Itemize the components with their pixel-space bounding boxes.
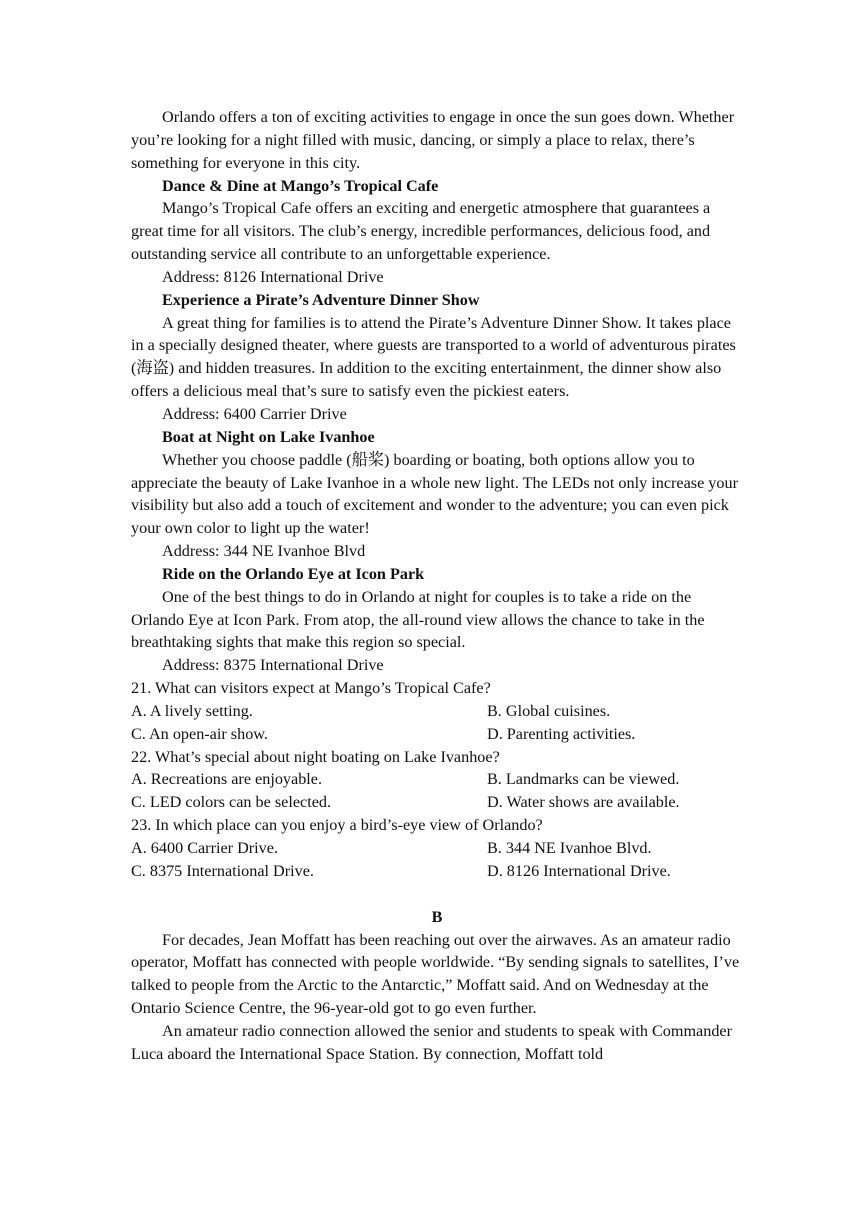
option-a: A. Recreations are enjoyable. (131, 770, 323, 789)
option-b: B. Global cuisines. (487, 701, 611, 720)
option-b: B. 344 NE Ivanhoe Blvd. (487, 839, 652, 857)
option-row (131, 723, 743, 746)
option-c: C. An open-air show. (131, 724, 268, 743)
document-content (131, 106, 743, 1066)
section-address: Address: 344 NE Ivanhoe Blvd (162, 542, 366, 561)
section-mangos (131, 175, 743, 289)
section-address: Address: 8126 International Drive (162, 267, 384, 286)
section-address: Address: 6400 Carrier Drive (162, 404, 347, 423)
option-row (131, 768, 743, 791)
section-address: Address: 8375 International Drive (162, 656, 384, 675)
section-heading: Dance & Dine at Mango’s Tropical Cafe (162, 176, 439, 195)
option-c: C. 8375 International Drive. (131, 861, 314, 880)
option-c: C. LED colors can be selected. (131, 793, 332, 812)
question-22 (131, 746, 743, 815)
question-21 (131, 677, 743, 746)
passage-b-paragraph: An amateur radio connection allowed the senior and students to speak with Commander Luca aboard the International Space Station. By connection, Moffatt told (131, 1021, 733, 1063)
question-23 (131, 814, 743, 883)
option-row (131, 860, 743, 883)
section-body: Whether you choose paddle (船桨) boarding or boating, both options allow you to appreciate the beauty of Lake Ivanhoe in a whole new light. The LEDs not only increase your visibility but also add a touch of excitement and wonder to the adventure; you can even pick your own color to light up the water! (131, 450, 738, 538)
option-d: D. Parenting activities. (487, 724, 636, 743)
question-stem: 23. In which place can you enjoy a bird’s-eye view of Orlando? (131, 816, 543, 835)
option-a: A. 6400 Carrier Drive. (131, 839, 278, 857)
option-a: A. A lively setting. (131, 701, 253, 720)
section-letter-b: B (431, 907, 443, 926)
option-d: D. 8126 International Drive. (487, 861, 671, 880)
option-row (131, 837, 743, 860)
section-orlando-eye (131, 563, 743, 677)
passage-b-paragraph: For decades, Jean Moffatt has been reaching out over the airwaves. As an amateur radio operator, Moffatt has connected with people worldwide. “By sending signals to satellites, I’ve talked to people from the Arctic to the Antarctic,” Moffatt said. And on Wednesday at the Ontario Science Centre, the 96-year-old got to go even further. (131, 930, 740, 1018)
section-pirates (131, 289, 743, 426)
option-row (131, 700, 743, 723)
section-boating (131, 426, 743, 563)
question-stem: 21. What can visitors expect at Mango’s Tropical Cafe? (131, 679, 491, 698)
intro-paragraph: Orlando offers a ton of exciting activities to engage in once the sun goes down. Whether you’re looking for a night filled with music, dancing, or simply a place to relax, there’s something for everyone in this city. (131, 108, 735, 172)
section-body: Mango’s Tropical Cafe offers an exciting and energetic atmosphere that guarantees a great time for all visitors. The club’s energy, incredible performances, delicious food, and outstanding service all contribute to an unforgettable experience. (131, 199, 711, 264)
section-heading: Experience a Pirate’s Adventure Dinner Show (162, 290, 480, 309)
section-body: One of the best things to do in Orlando at night for couples is to take a ride on the Orlando Eye at Icon Park. From atop, the all-round view allows the chance to take in the breathtaking sights that make this region so special. (131, 587, 705, 652)
option-b: B. Landmarks can be viewed. (487, 770, 680, 789)
question-stem: 22. What’s special about night boating on Lake Ivanhoe? (131, 747, 500, 766)
section-body: A great thing for families is to attend the Pirate’s Adventure Dinner Show. It takes place in a specially designed theater, where guests are transported to a world of adventurous pirates (海盗) and hidden treasures. In addition to the exciting entertainment, the dinner show also offers a delicious meal that’s sure to satisfy even the pickiest eaters. (131, 313, 736, 401)
option-row (131, 791, 743, 814)
option-d: D. Water shows are available. (487, 793, 680, 812)
section-heading: Boat at Night on Lake Ivanhoe (162, 427, 375, 446)
section-heading: Ride on the Orlando Eye at Icon Park (162, 564, 425, 583)
